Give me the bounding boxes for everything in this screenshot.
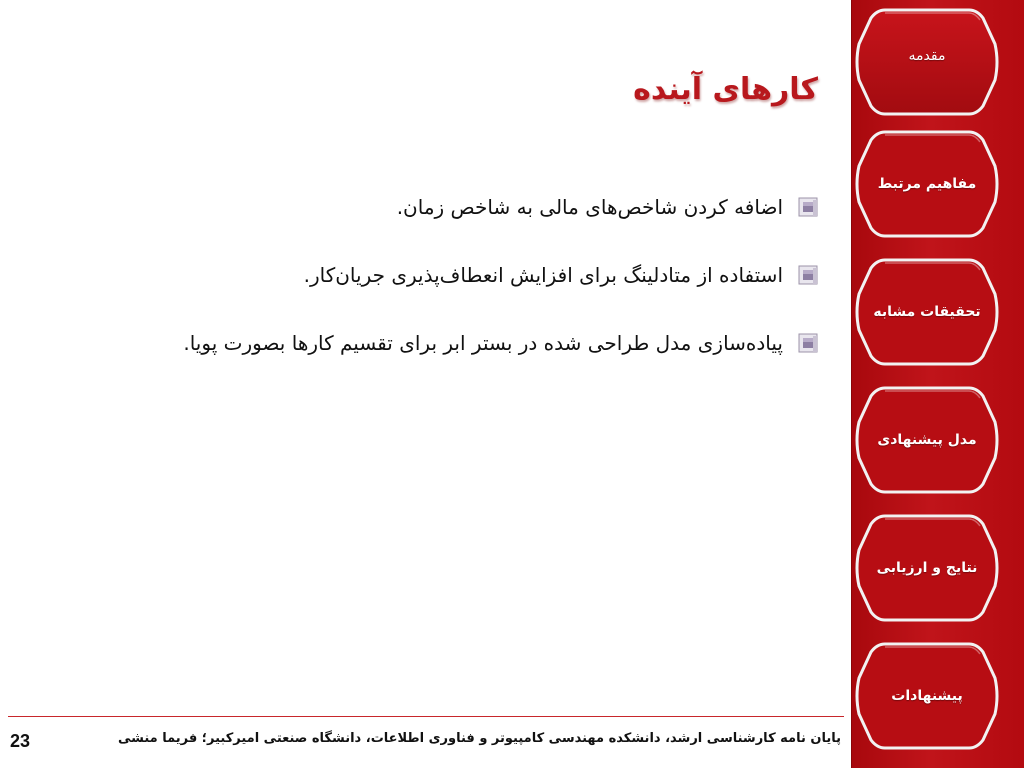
bullet-text: استفاده از متادلینگ برای افزایش انعطاف‌پذیری جریان‌کار. <box>303 263 783 287</box>
square-bullet-icon <box>797 264 819 286</box>
nav-label: مفاهیم مرتبط <box>877 176 977 192</box>
nav-label: مقدمه <box>908 48 946 64</box>
nav-item-related-concepts[interactable] <box>855 126 999 242</box>
footer-caption: پایان نامه کارشناسی ارشد، دانشکده مهندسی کامپیوتر و فناوری اطلاعات، دانشگاه صنعتی امیرکبیر؛ فریما منشی <box>117 731 841 746</box>
bullet-item <box>119 258 819 326</box>
section-nav-sidebar <box>851 0 1024 768</box>
slide-title: کارهای آینده <box>633 72 818 107</box>
footer-divider <box>8 716 844 717</box>
bullet-item <box>119 190 819 258</box>
bullet-text: پیاده‌سازی مدل طراحی شده در بستر ابر برای تقسیم کارها بصورت پویا. <box>183 331 783 355</box>
bullet-item <box>119 326 819 394</box>
nav-label: مدل پیشنهادی <box>877 432 977 448</box>
bullet-text: اضافه کردن شاخص‌های مالی به شاخص زمان. <box>396 195 783 219</box>
square-bullet-icon <box>797 332 819 354</box>
nav-label: تحقیقات مشابه <box>873 304 981 320</box>
square-bullet-icon <box>797 196 819 218</box>
nav-item-introduction[interactable] <box>855 4 999 120</box>
bullet-list <box>119 190 819 394</box>
nav-item-proposed-model[interactable] <box>855 382 999 498</box>
nav-item-suggestions[interactable] <box>855 638 999 754</box>
nav-item-results-evaluation[interactable] <box>855 510 999 626</box>
page-number: 23 <box>10 731 31 751</box>
nav-label: نتایج و ارزیابی <box>876 560 978 576</box>
nav-item-similar-research[interactable] <box>855 254 999 370</box>
nav-label: پیشنهادات <box>891 688 963 704</box>
